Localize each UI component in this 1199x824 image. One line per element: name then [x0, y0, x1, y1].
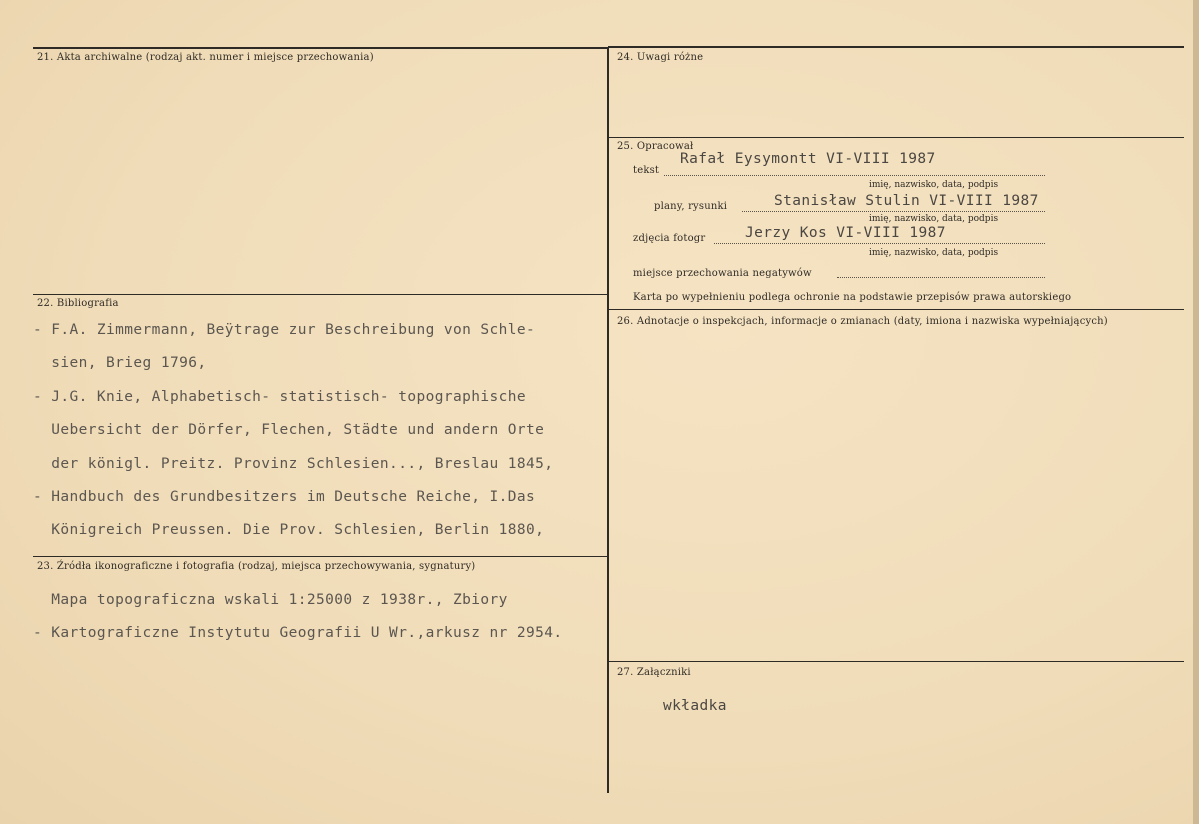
- section-23-label: [37, 561, 475, 572]
- section-22-number: 22.: [37, 298, 54, 309]
- tekst-hint: imię, nazwisko, data, podpis: [869, 180, 999, 190]
- zdjecia-dotted-line: [714, 243, 1045, 244]
- section-23-number: 23.: [37, 561, 54, 572]
- bibliography-line-5: der königl. Preitz. Provinz Schlesien..., Breslau 1845,: [33, 456, 554, 472]
- divider-25-26: [608, 309, 1184, 310]
- section-26-number: 26.: [617, 316, 634, 327]
- section-25-number: 25.: [617, 141, 634, 152]
- plany-hint: imię, nazwisko, data, podpis: [869, 214, 999, 224]
- bibliography-line-2: sien, Brieg 1796,: [33, 355, 207, 371]
- section-21-number: 21.: [37, 52, 54, 63]
- divider-26-27: [608, 661, 1184, 662]
- miejsce-dotted-line: [837, 277, 1045, 278]
- section-22-label: [37, 298, 119, 309]
- tekst-dotted-line: [664, 175, 1045, 176]
- bibliography-line-7: Königreich Preussen. Die Prov. Schlesien, Berlin 1880,: [33, 522, 545, 538]
- top-border-right: [608, 46, 1184, 48]
- center-divider: [607, 47, 609, 793]
- card-edge: [1193, 0, 1199, 824]
- section-27-title: Załączniki: [636, 667, 691, 678]
- bibliography-line-3: - J.G. Knie, Alphabetisch- statistisch- topographische: [33, 389, 527, 405]
- zdjecia-hint: imię, nazwisko, data, podpis: [869, 248, 999, 258]
- iconography-line-1: Mapa topograficzna wskali 1:25000 z 1938r., Zbiory: [33, 592, 508, 608]
- zdjecia-value: Jerzy Kos VI-VIII 1987: [745, 225, 946, 241]
- section-26-label: [617, 316, 1108, 327]
- section-21-label: [37, 52, 374, 63]
- plany-value: Stanisław Stulin VI-VIII 1987: [774, 193, 1039, 209]
- top-border-left: [33, 47, 608, 49]
- zdjecia-label: zdjęcia fotogr: [633, 233, 706, 244]
- section-27-label: [617, 667, 691, 678]
- section-23-title: Źródła ikonograficzne i fotografia (rodzaj, miejsca przechowywania, sygnatury): [56, 561, 476, 572]
- section-27-number: 27.: [617, 667, 634, 678]
- section-24-label: [617, 52, 703, 63]
- bibliography-line-6: - Handbuch des Grundbesitzers im Deutsche Reiche, I.Das: [33, 489, 536, 505]
- section-21-title: Akta archiwalne (rodzaj akt. numer i miejsce przechowania): [56, 52, 374, 63]
- copyright-note: Karta po wypełnieniu podlega ochronie na podstawie przepisów prawa autorskiego: [633, 292, 1072, 303]
- bibliography-line-4: Uebersicht der Dörfer, Flechen, Städte und andern Orte: [33, 422, 545, 438]
- iconography-line-2: - Kartograficzne Instytutu Geografii U Wr.,arkusz nr 2954.: [33, 625, 563, 641]
- tekst-label: tekst: [633, 165, 660, 176]
- divider-22-23: [33, 556, 608, 557]
- tekst-value: Rafał Eysymontt VI-VIII 1987: [680, 151, 936, 167]
- section-26-title: Adnotacje o inspekcjach, informacje o zmianach (daty, imiona i nazwiska wypełniających): [636, 316, 1108, 327]
- attachments-value: wkładka: [663, 698, 727, 714]
- bibliography-line-1: - F.A. Zimmermann, Beÿtrage zur Beschreibung von Schle-: [33, 322, 536, 338]
- section-25-title: Opracował: [636, 141, 694, 152]
- plany-dotted-line: [742, 211, 1045, 212]
- divider-24-25: [608, 137, 1184, 138]
- plany-label: plany, rysunki: [654, 201, 728, 212]
- section-22-title: Bibliografia: [56, 298, 119, 309]
- section-24-number: 24.: [617, 52, 634, 63]
- divider-21-22: [33, 294, 608, 295]
- section-24-title: Uwagi różne: [636, 52, 704, 63]
- miejsce-label: miejsce przechowania negatywów: [633, 268, 812, 279]
